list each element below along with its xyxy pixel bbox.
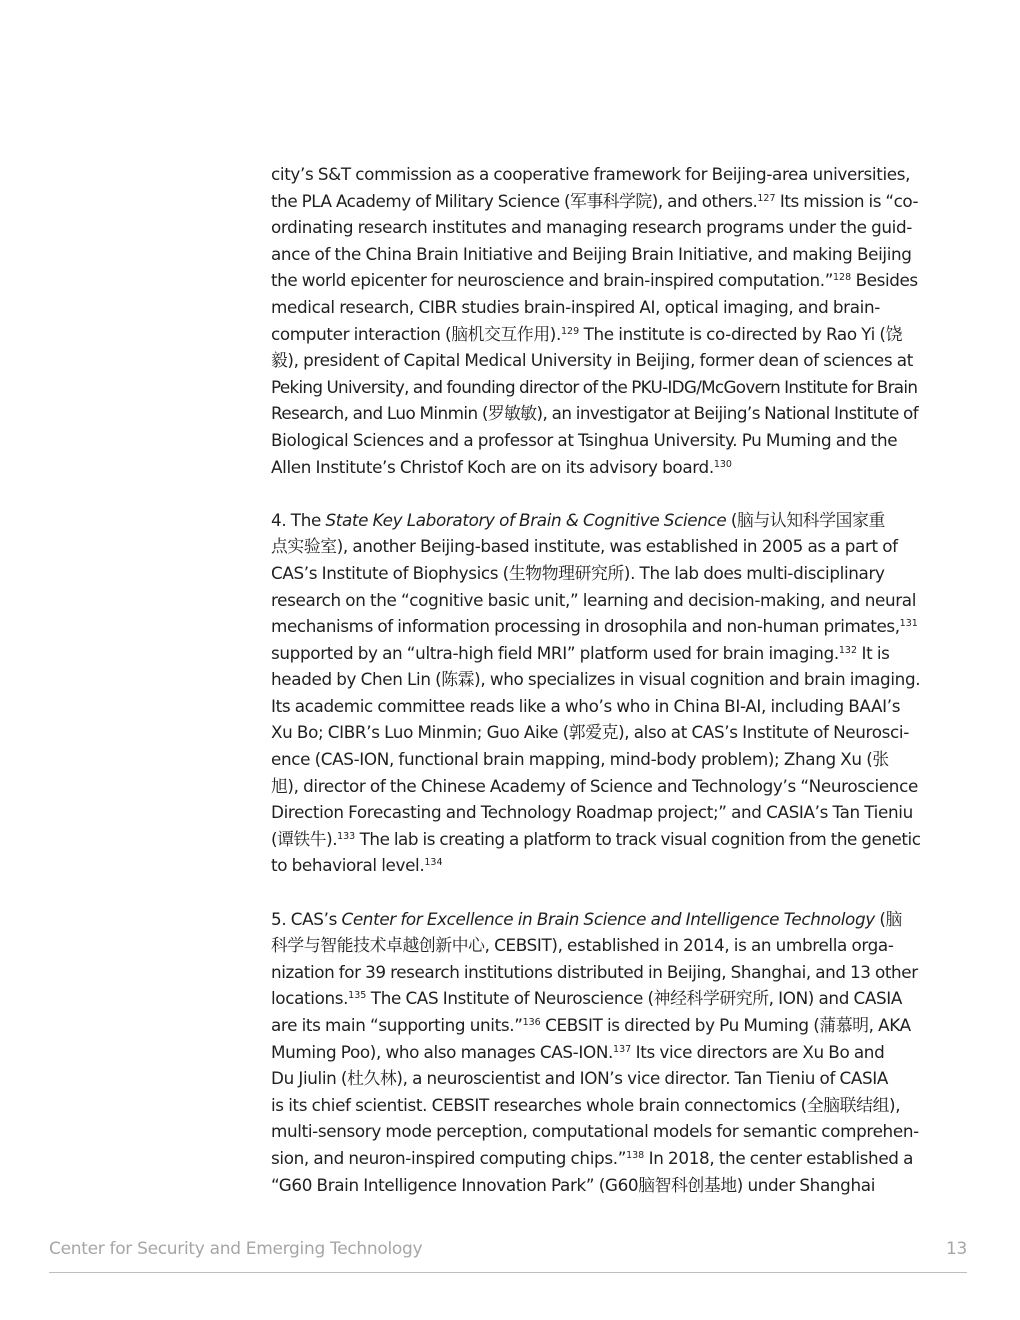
text-run: In 2018, the center established a (644, 1147, 914, 1168)
text-line (271, 959, 921, 986)
text-line (271, 188, 921, 215)
footnote-ref: 130 (713, 458, 732, 470)
text-run: CEBSIT is directed by Pu Muming (蒲慕明, AKA (540, 1015, 911, 1035)
text-line (271, 374, 921, 401)
footnote-ref: 137 (613, 1043, 632, 1055)
text-line (271, 799, 921, 826)
text-run: The lab is creating a platform to track visual cognition from the genetic (355, 828, 921, 849)
text-run: “G60 Brain Intelligence Innovation Park” (G60脑智科创基地) under Shanghai (271, 1174, 876, 1195)
footnote-ref: 138 (626, 1149, 645, 1161)
footnote-ref: 127 (757, 192, 776, 204)
text-run: CAS’s Institute of Biophysics (生物物理研究所). The lab does multi-disciplinary (271, 562, 885, 583)
text-run: medical research, CIBR studies brain-inspired AI, optical imaging, and brain- (271, 296, 880, 317)
text-run: are its main “supporting units.” (271, 1015, 523, 1035)
text-run: ence (CAS-ION, functional brain mapping, mind-body problem); Zhang Xu (张 (271, 749, 889, 770)
text-run: 5. CAS’s (271, 908, 342, 929)
text-line (271, 400, 921, 427)
text-run: ance of the China Brain Initiative and Beijing Brain Initiative, and making Beijing (271, 243, 912, 264)
footnote-ref: 128 (833, 272, 852, 284)
footnote-ref: 135 (348, 990, 367, 1002)
text-run: Besides (851, 270, 918, 291)
text-run: (脑与认知科学国家重 (726, 509, 885, 530)
text-line (271, 985, 921, 1012)
text-line (271, 214, 921, 241)
text-run: Its academic committee reads like a who’s who in China BI-AI, including BAAI’s (271, 695, 901, 716)
text-run: It is (857, 642, 890, 663)
page-footer (49, 1236, 967, 1273)
text-run: is its chief scientist. CEBSIT researches whole brain connectomics (全脑联结组), (271, 1094, 901, 1115)
text-line (271, 1012, 921, 1039)
text-run: 旭), director of the Chinese Academy of Science and Technology’s “Neuroscience (271, 775, 918, 796)
text-line (271, 826, 921, 853)
text-run: multi-sensory mode perception, computational models for semantic comprehen- (271, 1121, 919, 1142)
text-run: 科学与智能技术卓越创新中心, CEBSIT), established in 2014, is an umbrella orga- (271, 935, 894, 956)
text-line (271, 1118, 921, 1145)
text-line (271, 1145, 921, 1172)
text-run: Its vice directors are Xu Bo and (631, 1041, 885, 1062)
text-run: Muming Poo), who also manages CAS-ION. (271, 1041, 614, 1062)
text-line (271, 1039, 921, 1066)
footnote-ref: 134 (424, 857, 443, 869)
text-run: 4. The (271, 509, 326, 530)
text-line (271, 1172, 921, 1199)
text-line (271, 773, 921, 800)
italic-title: State Key Laboratory of Brain & Cognitive Science (325, 509, 727, 530)
text-run: The CAS Institute of Neuroscience (神经科学研究所, ION) and CASIA (366, 988, 903, 1009)
text-run: Xu Bo; CIBR’s Luo Minmin; Guo Aike (郭爱克), also at CAS’s Institute of Neurosci- (271, 722, 909, 743)
text-run: locations. (271, 988, 349, 1009)
text-run: Direction Forecasting and Technology Roadmap project;” and CASIA’s Tan Tieniu (271, 802, 913, 823)
text-line (271, 1092, 921, 1119)
text-run: research on the “cognitive basic unit,” learning and decision-making, and neural (271, 589, 917, 610)
footer-organization: Center for Security and Emerging Technology (49, 1239, 423, 1259)
text-run: Biological Sciences and a professor at Tsinghua University. Pu Muming and the (271, 429, 898, 450)
paragraph (271, 906, 921, 1199)
text-run: Its mission is “co- (775, 190, 919, 211)
text-line (271, 267, 921, 294)
body-text (271, 161, 921, 1225)
text-run: the world epicenter for neuroscience and brain-inspired computation.” (271, 270, 834, 291)
paragraph (271, 507, 921, 879)
text-run: to behavioral level. (271, 855, 425, 876)
text-run: sion, and neuron-inspired computing chips.” (271, 1147, 627, 1168)
text-line (271, 560, 921, 587)
paragraph (271, 161, 921, 480)
page-number: 13 (945, 1239, 967, 1259)
text-line (271, 161, 921, 188)
text-line (271, 746, 921, 773)
text-line (271, 347, 921, 374)
text-run: ordinating research institutes and managing research programs under the guid- (271, 217, 912, 238)
text-run: The institute is co-directed by Rao Yi (饶 (579, 323, 902, 344)
footnote-ref: 132 (838, 644, 858, 656)
text-line (271, 932, 921, 959)
text-line (271, 507, 921, 534)
text-run: city’s S&T commission as a cooperative framework for Beijing-area universities, (271, 164, 911, 184)
text-run: headed by Chen Lin (陈霖), who specializes in visual cognition and brain imaging. (271, 669, 921, 690)
text-line (271, 241, 921, 268)
text-line (271, 906, 921, 933)
footnote-ref: 131 (899, 618, 918, 630)
text-run: mechanisms of information processing in drosophila and non-human primates, (271, 616, 900, 637)
text-run: Peking University, and founding director of the PKU-IDG/McGovern Institute for Brain (271, 376, 918, 397)
text-run: supported by an “ultra-high field MRI” platform used for brain imaging. (271, 642, 839, 663)
footnote-ref: 136 (522, 1017, 541, 1028)
text-run: Allen Institute’s Christof Koch are on its advisory board. (271, 456, 714, 477)
text-run: Du Jiulin (杜久林), a neuroscientist and ION’s vice director. Tan Tieniu of CASIA (271, 1068, 889, 1089)
text-line (271, 693, 921, 720)
text-run: (脑 (874, 908, 902, 929)
text-line (271, 852, 921, 879)
text-run: 毅), president of Capital Medical University in Beijing, former dean of sciences at (271, 350, 913, 371)
text-line (271, 427, 921, 454)
text-line (271, 1065, 921, 1092)
text-run: the PLA Academy of Military Science (军事科学院), and others. (271, 190, 758, 211)
italic-title: Center for Excellence in Brain Science and Intelligence Technology (341, 908, 875, 929)
text-line (271, 719, 921, 746)
text-line (271, 294, 921, 321)
text-run: nization for 39 research institutions distributed in Beijing, Shanghai, and 13 other (271, 961, 918, 982)
text-line (271, 454, 921, 481)
text-run: Research, and Luo Minmin (罗敏敏), an investigator at Beijing’s National Institute of (271, 403, 919, 424)
text-line (271, 640, 921, 667)
text-line (271, 666, 921, 693)
text-line (271, 533, 921, 560)
footnote-ref: 133 (337, 830, 356, 842)
footnote-ref: 129 (560, 325, 580, 337)
text-line (271, 587, 921, 614)
text-run: 点实验室), another Beijing-based institute, was established in 2005 as a part of (271, 536, 898, 557)
text-run: computer interaction (脑机交互作用). (271, 323, 561, 344)
text-line (271, 321, 921, 348)
text-line (271, 613, 921, 640)
text-run: (谭铁牛). (271, 828, 338, 849)
